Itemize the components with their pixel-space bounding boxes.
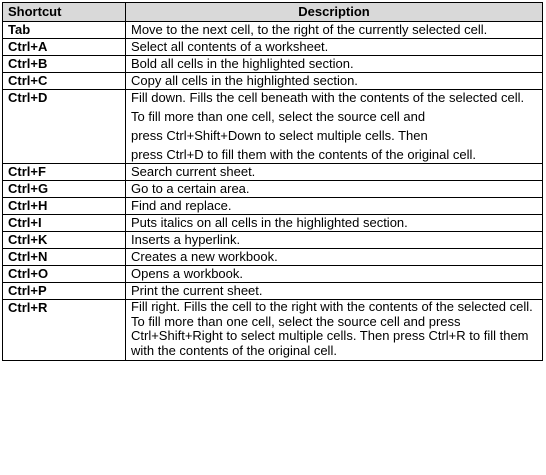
table-row-ctrl-p xyxy=(3,283,543,300)
description-text: Bold all cells in the highlighted section. xyxy=(131,56,354,71)
description-cell xyxy=(126,73,543,90)
table-row-ctrl-b xyxy=(3,56,543,73)
description-cell xyxy=(126,215,543,232)
shortcut-cell: Ctrl+H xyxy=(3,198,126,215)
description-text: Puts italics on all cells in the highlighted section. xyxy=(131,215,408,230)
shortcut-cell: Ctrl+B xyxy=(3,56,126,73)
shortcut-cell: Ctrl+G xyxy=(3,181,126,198)
header-row xyxy=(3,3,543,22)
description-text: Move to the next cell, to the right of the currently selected cell. xyxy=(131,22,488,37)
description-cell xyxy=(126,181,543,198)
table-row-ctrl-g xyxy=(3,181,543,198)
description-text: Fill down. Fills the cell beneath with the contents of the selected cell. xyxy=(131,90,525,105)
table-row-ctrl-d xyxy=(3,90,543,164)
description-text: Opens a workbook. xyxy=(131,266,244,281)
table-row-tab xyxy=(3,22,543,39)
description-cell xyxy=(126,266,543,283)
description-cell xyxy=(126,249,543,266)
shortcut-column-header: Shortcut xyxy=(3,3,126,22)
description-cell xyxy=(126,164,543,181)
description-column-header: Description xyxy=(126,3,543,22)
table-row-ctrl-k xyxy=(3,232,543,249)
table-row-ctrl-f xyxy=(3,164,543,181)
shortcut-cell: Ctrl+P xyxy=(3,283,126,300)
shortcut-cell: Ctrl+N xyxy=(3,249,126,266)
shortcut-cell: Ctrl+F xyxy=(3,164,126,181)
description-text: Creates a new workbook. xyxy=(131,249,278,264)
shortcut-cell: Ctrl+C xyxy=(3,73,126,90)
description-text: Fill right. Fills the cell to the right with the contents of the selected cell. To fill more than one cell, select the source cell and press Ctrl+Shift+Right to select multiple cells. Then press Ctrl+R to fill them with the contents of the original cell. xyxy=(131,299,533,358)
description-text: press Ctrl+D to fill them with the contents of the original cell. xyxy=(131,147,477,162)
description-text: Go to a certain area. xyxy=(131,181,250,196)
description-cell xyxy=(126,90,543,164)
shortcut-cell: Ctrl+R xyxy=(3,300,126,361)
description-text: To fill more than one cell, select the source cell and xyxy=(131,109,426,124)
shortcut-cell: Tab xyxy=(3,22,126,39)
shortcut-cell: Ctrl+I xyxy=(3,215,126,232)
description-text: Find and replace. xyxy=(131,198,232,213)
description-text: Select all contents of a worksheet. xyxy=(131,39,329,54)
table-row-ctrl-o xyxy=(3,266,543,283)
description-text: Search current sheet. xyxy=(131,164,256,179)
shortcuts-table xyxy=(2,2,543,361)
description-text: Inserts a hyperlink. xyxy=(131,232,241,247)
description-cell xyxy=(126,283,543,300)
table-row-ctrl-c xyxy=(3,73,543,90)
shortcut-cell: Ctrl+A xyxy=(3,39,126,56)
shortcut-cell: Ctrl+K xyxy=(3,232,126,249)
shortcut-cell: Ctrl+D xyxy=(3,90,126,164)
table-row-ctrl-a xyxy=(3,39,543,56)
description-text: Copy all cells in the highlighted section. xyxy=(131,73,358,88)
description-cell xyxy=(126,232,543,249)
table-row-ctrl-h xyxy=(3,198,543,215)
description-cell xyxy=(126,22,543,39)
table-row-ctrl-n xyxy=(3,249,543,266)
description-cell xyxy=(126,39,543,56)
description-text: Print the current sheet. xyxy=(131,283,263,298)
description-cell xyxy=(126,198,543,215)
description-cell xyxy=(126,300,543,361)
table-row-ctrl-i xyxy=(3,215,543,232)
shortcut-cell: Ctrl+O xyxy=(3,266,126,283)
description-cell xyxy=(126,56,543,73)
table-row-ctrl-r xyxy=(3,300,543,361)
description-text: press Ctrl+Shift+Down to select multiple cells. Then xyxy=(131,128,428,143)
